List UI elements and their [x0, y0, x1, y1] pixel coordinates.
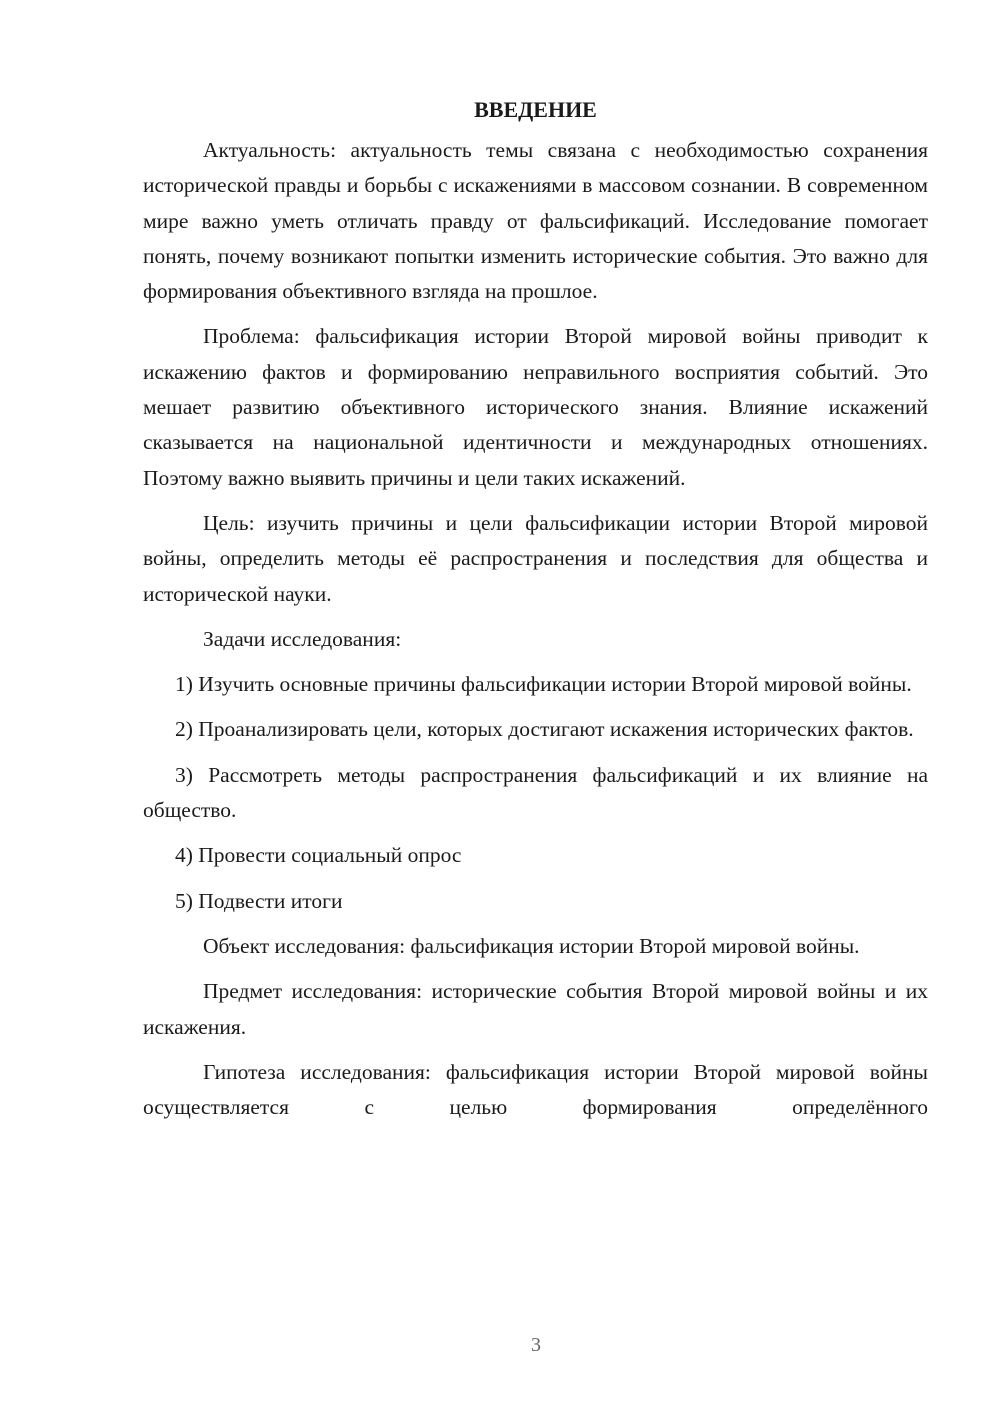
document-page: [143, 92, 928, 1135]
task-item: 4) Провести социальный опрос: [175, 843, 462, 868]
task-item: 1) Изучить основные причины фальсификации истории Второй мировой войны.: [175, 672, 912, 697]
page-number: 3: [531, 1334, 541, 1356]
task-item: 5) Подвести итоги: [175, 888, 343, 913]
goal-paragraph: Цель: изучить причины и цели фальсификации истории Второй мировой войны, определить методы её распространения и последствия для общества и исторической науки.: [143, 510, 928, 606]
task-item: 3) Рассмотреть методы распространения фальсификаций и их влияние на общество.: [143, 762, 928, 823]
object-paragraph: Объект исследования: фальсификация истории Второй мировой войны.: [203, 933, 860, 958]
relevance-paragraph: Актуальность: актуальность темы связана с необходимостью сохранения исторической правды и борьбы с искажениями в массовом сознании. В современном мире важно уметь отличать правду от фальсификаций. Исследование помогает понять, почему возникают попытки изменить исторические события. Это важно для формирования объективного взгляда на прошлое.: [143, 138, 928, 304]
task-item: 2) Проанализировать цели, которых достигают искажения исторических фактов.: [175, 717, 914, 742]
hypothesis-paragraph: Гипотеза исследования: фальсификация истории Второй мировой войны осуществляется с целью формирования определённого: [143, 1059, 928, 1120]
tasks-title: Задачи исследования:: [203, 626, 402, 651]
subject-paragraph: Предмет исследования: исторические события Второй мировой войны и их искажения.: [143, 979, 928, 1039]
section-heading: ВВЕДЕНИЕ: [474, 97, 597, 122]
problem-paragraph: Проблема: фальсификация истории Второй мировой войны приводит к искажению фактов и формированию неправильного восприятия событий. Это мешает развитию объективного исторического знания. Влияние искажений сказывается на национальной идентичности и международных отношениях. Поэтому важно выявить причины и цели таких искажений.: [143, 324, 928, 490]
